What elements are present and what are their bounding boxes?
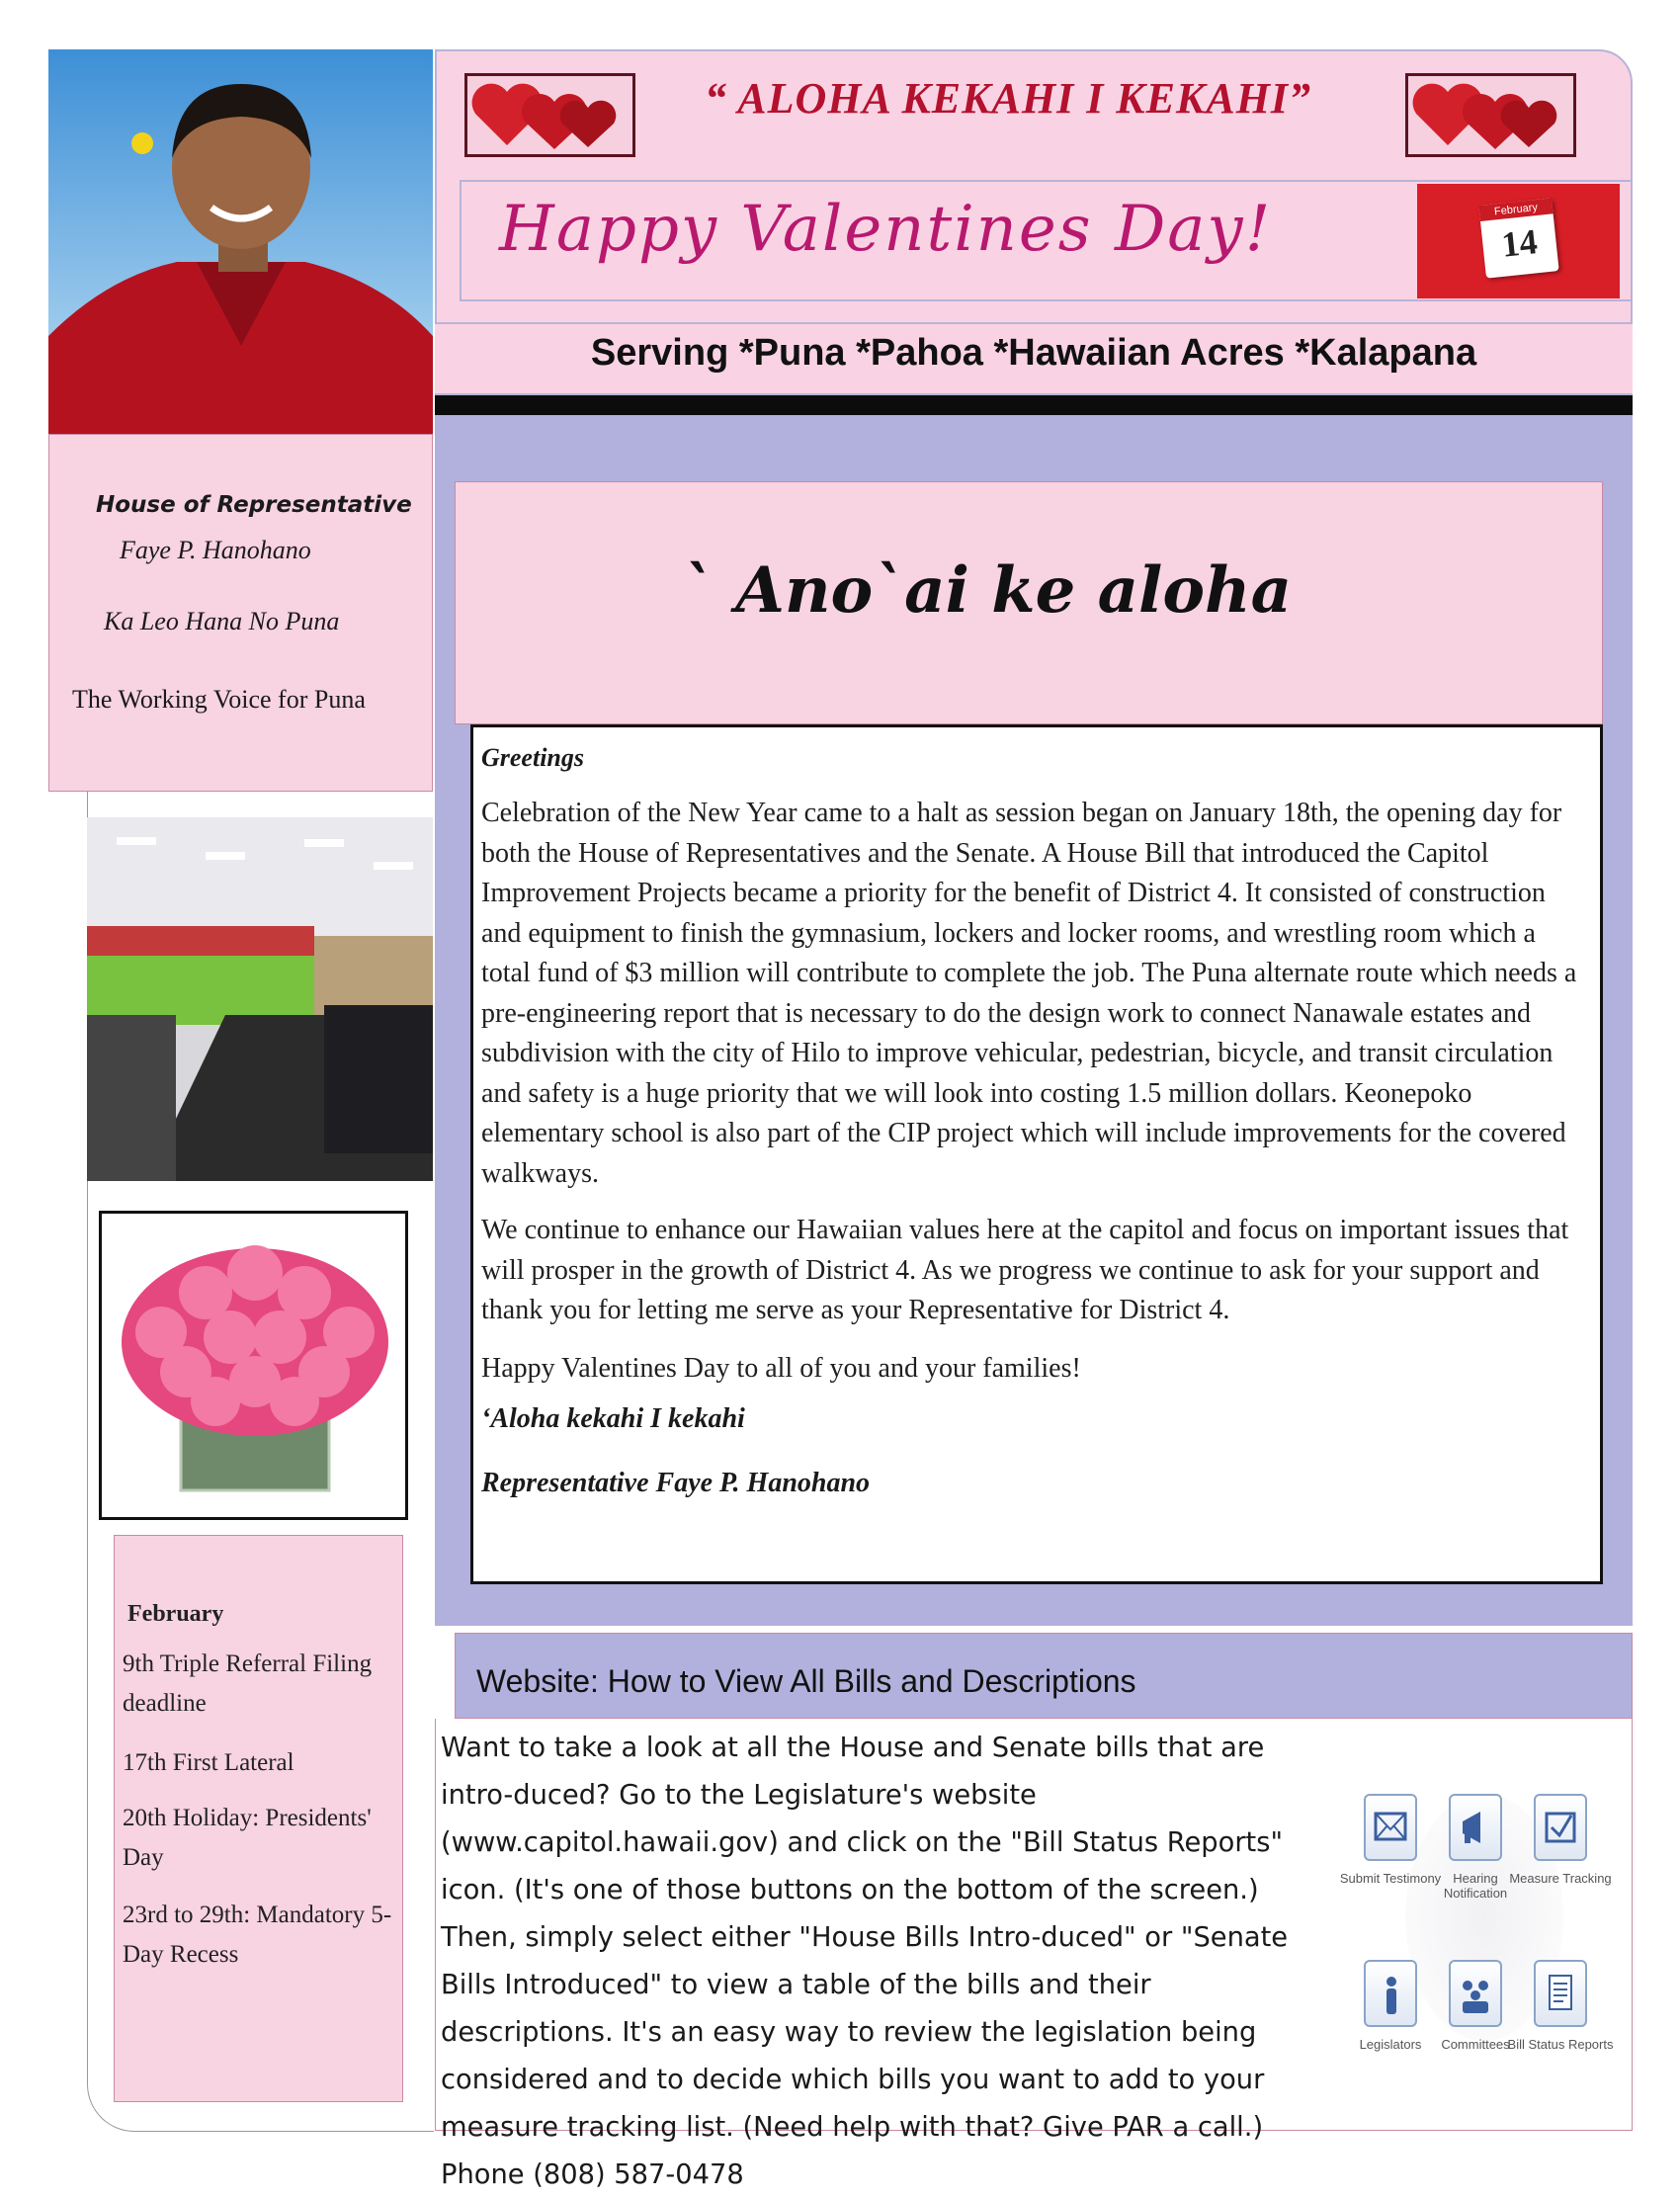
icon-label: Committees <box>1441 2037 1510 2052</box>
hearts-icon <box>464 73 635 157</box>
icon-label: Measure Tracking <box>1509 1871 1612 1886</box>
letter-paragraph: Happy Valentines Day to all of you and your families! <box>481 1353 1081 1384</box>
letter-signature: Representative Faye P. Hanohano <box>481 1468 871 1498</box>
letter-paragraph: Celebration of the New Year came to a halt as session began on January 18th, the opening day for both the House of Representatives and the Senate. A House Bill that introduced the Capitol Improvement Projects became a priority for the benefit of District 4. It consisted of construction and equipment to finish the gymnasium, lockers and locker rooms, and wrestling room which a total fund of $3 million will contribute to complete the job. The Puna alternate route which needs a pre-engineering report that is necessary to do the design work to connect Nanawale estates and subdivision with the city of Hilo to improve vehicular, pedestrian, bicycle, and transit circulation and safety is a huge priority that we will look into costing 1.5 million dollars. Keonepoko elementary school is also part of the CIP project which will include improvements for the covered walkways. <box>481 798 1577 1189</box>
representative-info-panel <box>48 434 433 792</box>
calendar-item: 17th First Lateral <box>123 1749 294 1776</box>
letter-paragraph: We continue to enhance our Hawaiian values here at the capitol and focus on important issues that will prosper in the growth of District 4. As we progress we continue to ask for your support and thank you for letting me serve as your Representative for District 4. <box>481 1215 1569 1325</box>
icon-label: Legislators <box>1359 2037 1422 2052</box>
calendar-icon-month: February <box>1478 198 1553 221</box>
hearts-icon <box>1405 73 1576 157</box>
checkbox-icon <box>1534 1794 1587 1861</box>
letter-greeting: Greetings <box>481 743 584 772</box>
icon-label: Bill Status Reports <box>1507 2037 1614 2052</box>
legislator-icon <box>1364 1960 1417 2027</box>
envelope-icon <box>1364 1794 1417 1861</box>
calendar-month: February <box>127 1601 224 1627</box>
greeting-banner-text: ` Ano`ai ke aloha <box>682 553 1293 628</box>
icon-label: Hearing Notification <box>1443 1871 1508 1901</box>
serving-areas: Serving *Puna *Pahoa *Hawaiian Acres *Kalapana <box>590 332 1477 374</box>
committee-icon <box>1449 1960 1502 2027</box>
header-divider <box>435 395 1633 415</box>
report-icon <box>1534 1960 1587 2027</box>
capitol-meeting-photo <box>87 817 433 1181</box>
letter-closing: ‘Aloha kekahi I kekahi <box>481 1403 745 1434</box>
website-section-title: Website: How to View All Bills and Descriptions <box>476 1663 1136 1699</box>
calendar-item: 23rd to 29th: Mandatory 5-Day Recess <box>123 1902 392 1968</box>
office-title: House of Representative <box>96 492 412 518</box>
newsletter-title: “ ALOHA KEKAHI I KEKAHI” <box>704 74 1312 123</box>
calendar-item: 9th Triple Referral Filing deadline <box>123 1650 373 1717</box>
valentine-greeting: Happy Valentines Day! <box>499 193 1273 266</box>
motto-hawaiian: Ka Leo Hana No Puna <box>104 607 340 635</box>
representative-photo <box>48 49 433 434</box>
website-instructions: Want to take a look at all the House and Senate bills that are intro-duced? Go to the Legislature's website (www.capitol.hawaii.gov) and click on the "Bill Status Reports" icon. (It's one of those buttons on the bottom of the screen.) Then, simply select either "House Bills Intro-duced" or "Senate Bills Introduced" to view a table of the bills and their descriptions. It's an easy way to review the legislation being considered and to decide which bills you want to add to your measure tracking list. (Need help with that? Give PAR a call.) Phone (808) 587-0478 <box>441 1733 1289 2190</box>
calendar-item: 20th Holiday: Presidents' Day <box>123 1805 372 1871</box>
roses-bouquet-photo <box>99 1211 408 1520</box>
legislature-icons-panel <box>1336 1754 1613 2095</box>
calendar-icon-day: 14 <box>1499 221 1540 265</box>
representative-name: Faye P. Hanohano <box>120 536 311 564</box>
icon-label: Submit Testimony <box>1339 1871 1442 1886</box>
calendar-icon <box>1417 184 1620 298</box>
february-calendar-panel <box>114 1535 403 2102</box>
motto-english: The Working Voice for Puna <box>72 685 366 714</box>
megaphone-icon <box>1449 1794 1502 1861</box>
